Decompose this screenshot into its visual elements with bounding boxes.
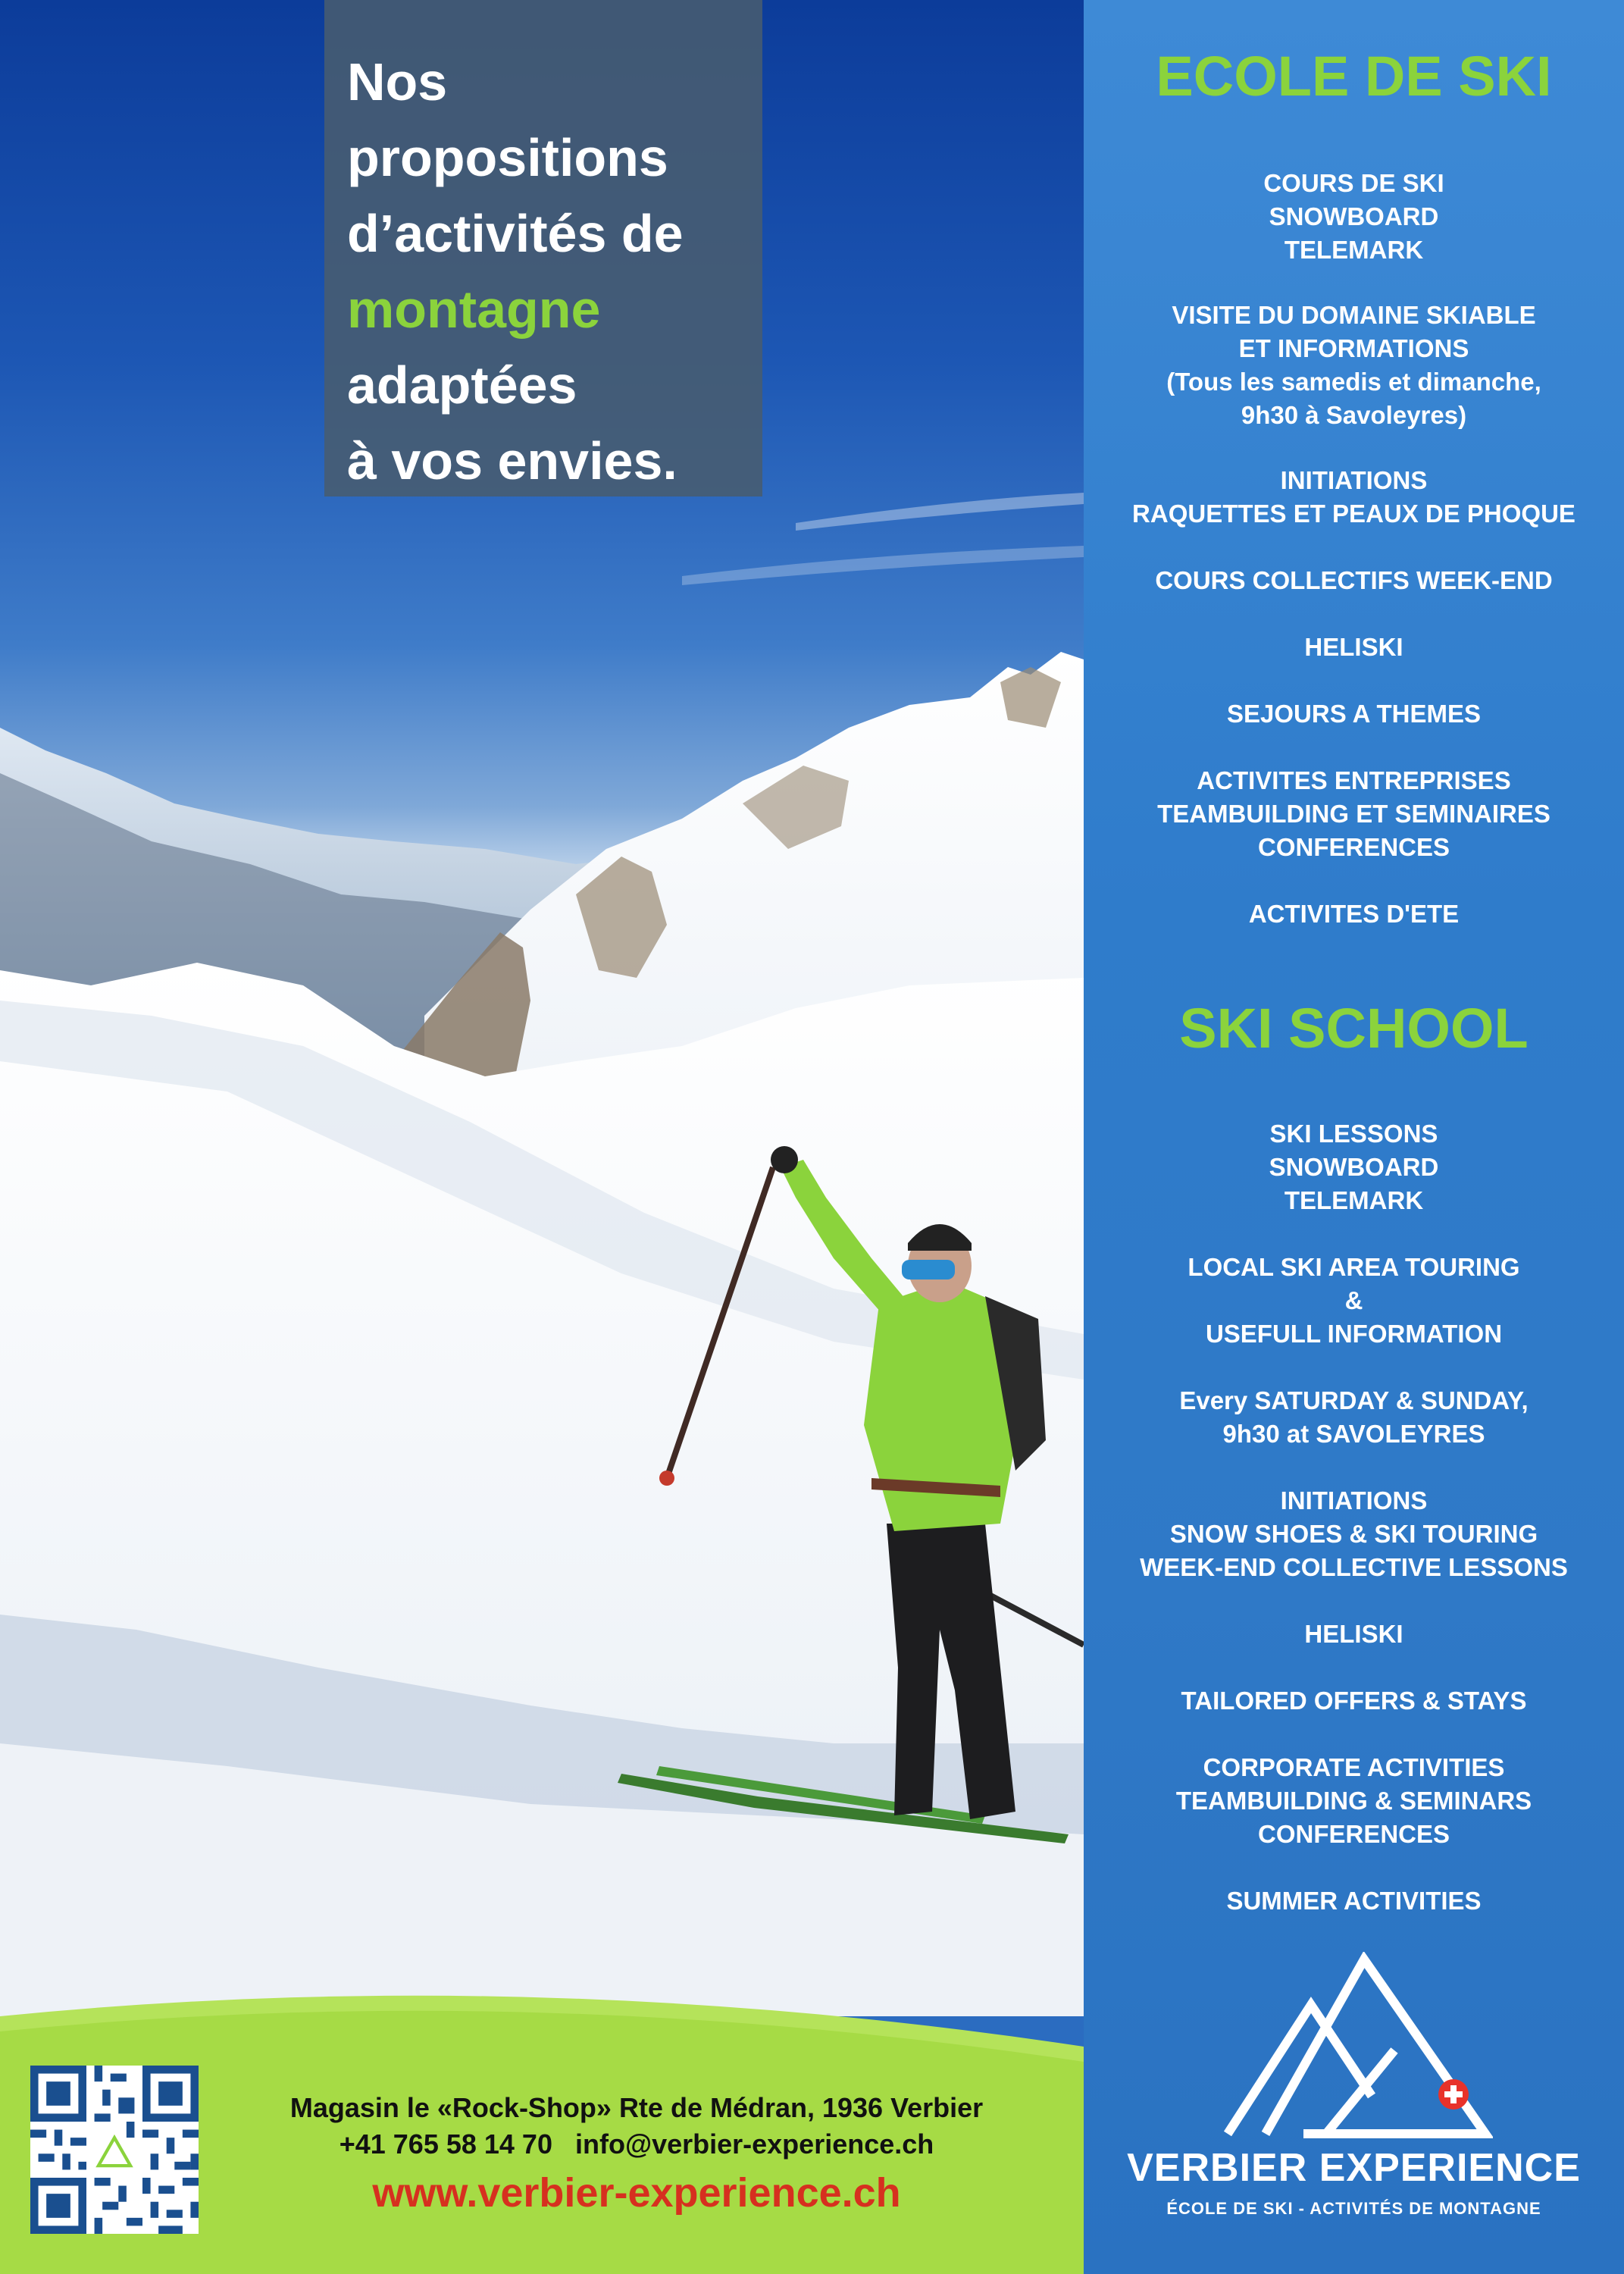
french-item: ET INFORMATIONS: [1238, 334, 1469, 362]
english-item: LOCAL SKI AREA TOURING: [1187, 1253, 1520, 1281]
french-item: SNOWBOARD: [1269, 202, 1439, 230]
services-panel: [1084, 0, 1624, 2274]
french-item: INITIATIONS: [1280, 466, 1428, 494]
english-item: CONFERENCES: [1257, 1820, 1450, 1848]
english-item: TAILORED OFFERS & STAYS: [1181, 1687, 1527, 1715]
headline-line-3: d’activités de: [347, 204, 684, 263]
english-item: SKI LESSONS: [1269, 1120, 1438, 1148]
french-item: SEJOURS A THEMES: [1227, 700, 1481, 728]
english-item: SNOW SHOES & SKI TOURING: [1169, 1520, 1538, 1548]
english-item: TEAMBUILDING & SEMINARS: [1175, 1787, 1532, 1815]
english-item: USEFULL INFORMATION: [1205, 1320, 1503, 1348]
french-item: VISITE DU DOMAINE SKIABLE: [1172, 301, 1536, 329]
headline-line-1: Nos: [347, 52, 448, 111]
mountain-triangle-logo-icon: [1220, 1952, 1493, 2141]
french-item: TELEMARK: [1284, 236, 1424, 264]
brand-tagline: ÉCOLE DE SKI - ACTIVITÉS DE MONTAGNE: [1166, 2199, 1541, 2218]
email-link[interactable]: info@verbier-experience.ch: [575, 2128, 934, 2160]
french-item: COURS DE SKI: [1263, 169, 1444, 197]
headline-line-2: propositions: [347, 128, 668, 187]
english-item: Every SATURDAY & SUNDAY,: [1179, 1386, 1529, 1414]
headline-line-6: à vos envies.: [347, 431, 677, 490]
english-item: 9h30 at SAVOLEYRES: [1222, 1420, 1485, 1448]
brand-name: VERBIER EXPERIENCE: [1127, 2146, 1581, 2190]
french-item: 9h30 à Savoleyres): [1241, 401, 1467, 429]
english-section-title: SKI SCHOOL: [1179, 997, 1529, 1060]
french-item: ACTIVITES ENTREPRISES: [1197, 766, 1511, 794]
headline-accent: montagne: [347, 280, 601, 339]
french-section-title: ECOLE DE SKI: [1156, 45, 1552, 108]
headline-box: [324, 0, 762, 496]
headline-line-5: adaptées: [347, 356, 577, 415]
french-item: ACTIVITES D'ETE: [1248, 900, 1460, 928]
english-item: CORPORATE ACTIVITIES: [1203, 1753, 1505, 1781]
qr-code-icon[interactable]: [30, 2066, 199, 2234]
contact-line: [220, 2127, 1053, 2162]
phone-link[interactable]: +41 765 58 14 70: [339, 2128, 552, 2160]
english-item: &: [1344, 1286, 1363, 1314]
english-item: WEEK-END COLLECTIVE LESSONS: [1140, 1553, 1568, 1581]
website-link[interactable]: www.verbier-experience.ch: [372, 2170, 901, 2216]
english-item: TELEMARK: [1284, 1186, 1424, 1214]
french-item: (Tous les samedis et dimanche,: [1166, 368, 1541, 396]
french-item: HELISKI: [1304, 633, 1403, 661]
french-item: RAQUETTES ET PEAUX DE PHOQUE: [1132, 500, 1575, 528]
english-item: HELISKI: [1304, 1620, 1403, 1648]
french-item: CONFERENCES: [1257, 833, 1450, 861]
english-item: INITIATIONS: [1280, 1486, 1428, 1514]
english-item: SUMMER ACTIVITIES: [1226, 1887, 1482, 1915]
french-item: COURS COLLECTIFS WEEK-END: [1155, 566, 1553, 594]
english-item: SNOWBOARD: [1269, 1153, 1439, 1181]
french-item: TEAMBUILDING ET SEMINAIRES: [1157, 800, 1550, 828]
address-text: Magasin le «Rock-Shop» Rte de Médran, 1936 Verbier: [289, 2092, 984, 2123]
